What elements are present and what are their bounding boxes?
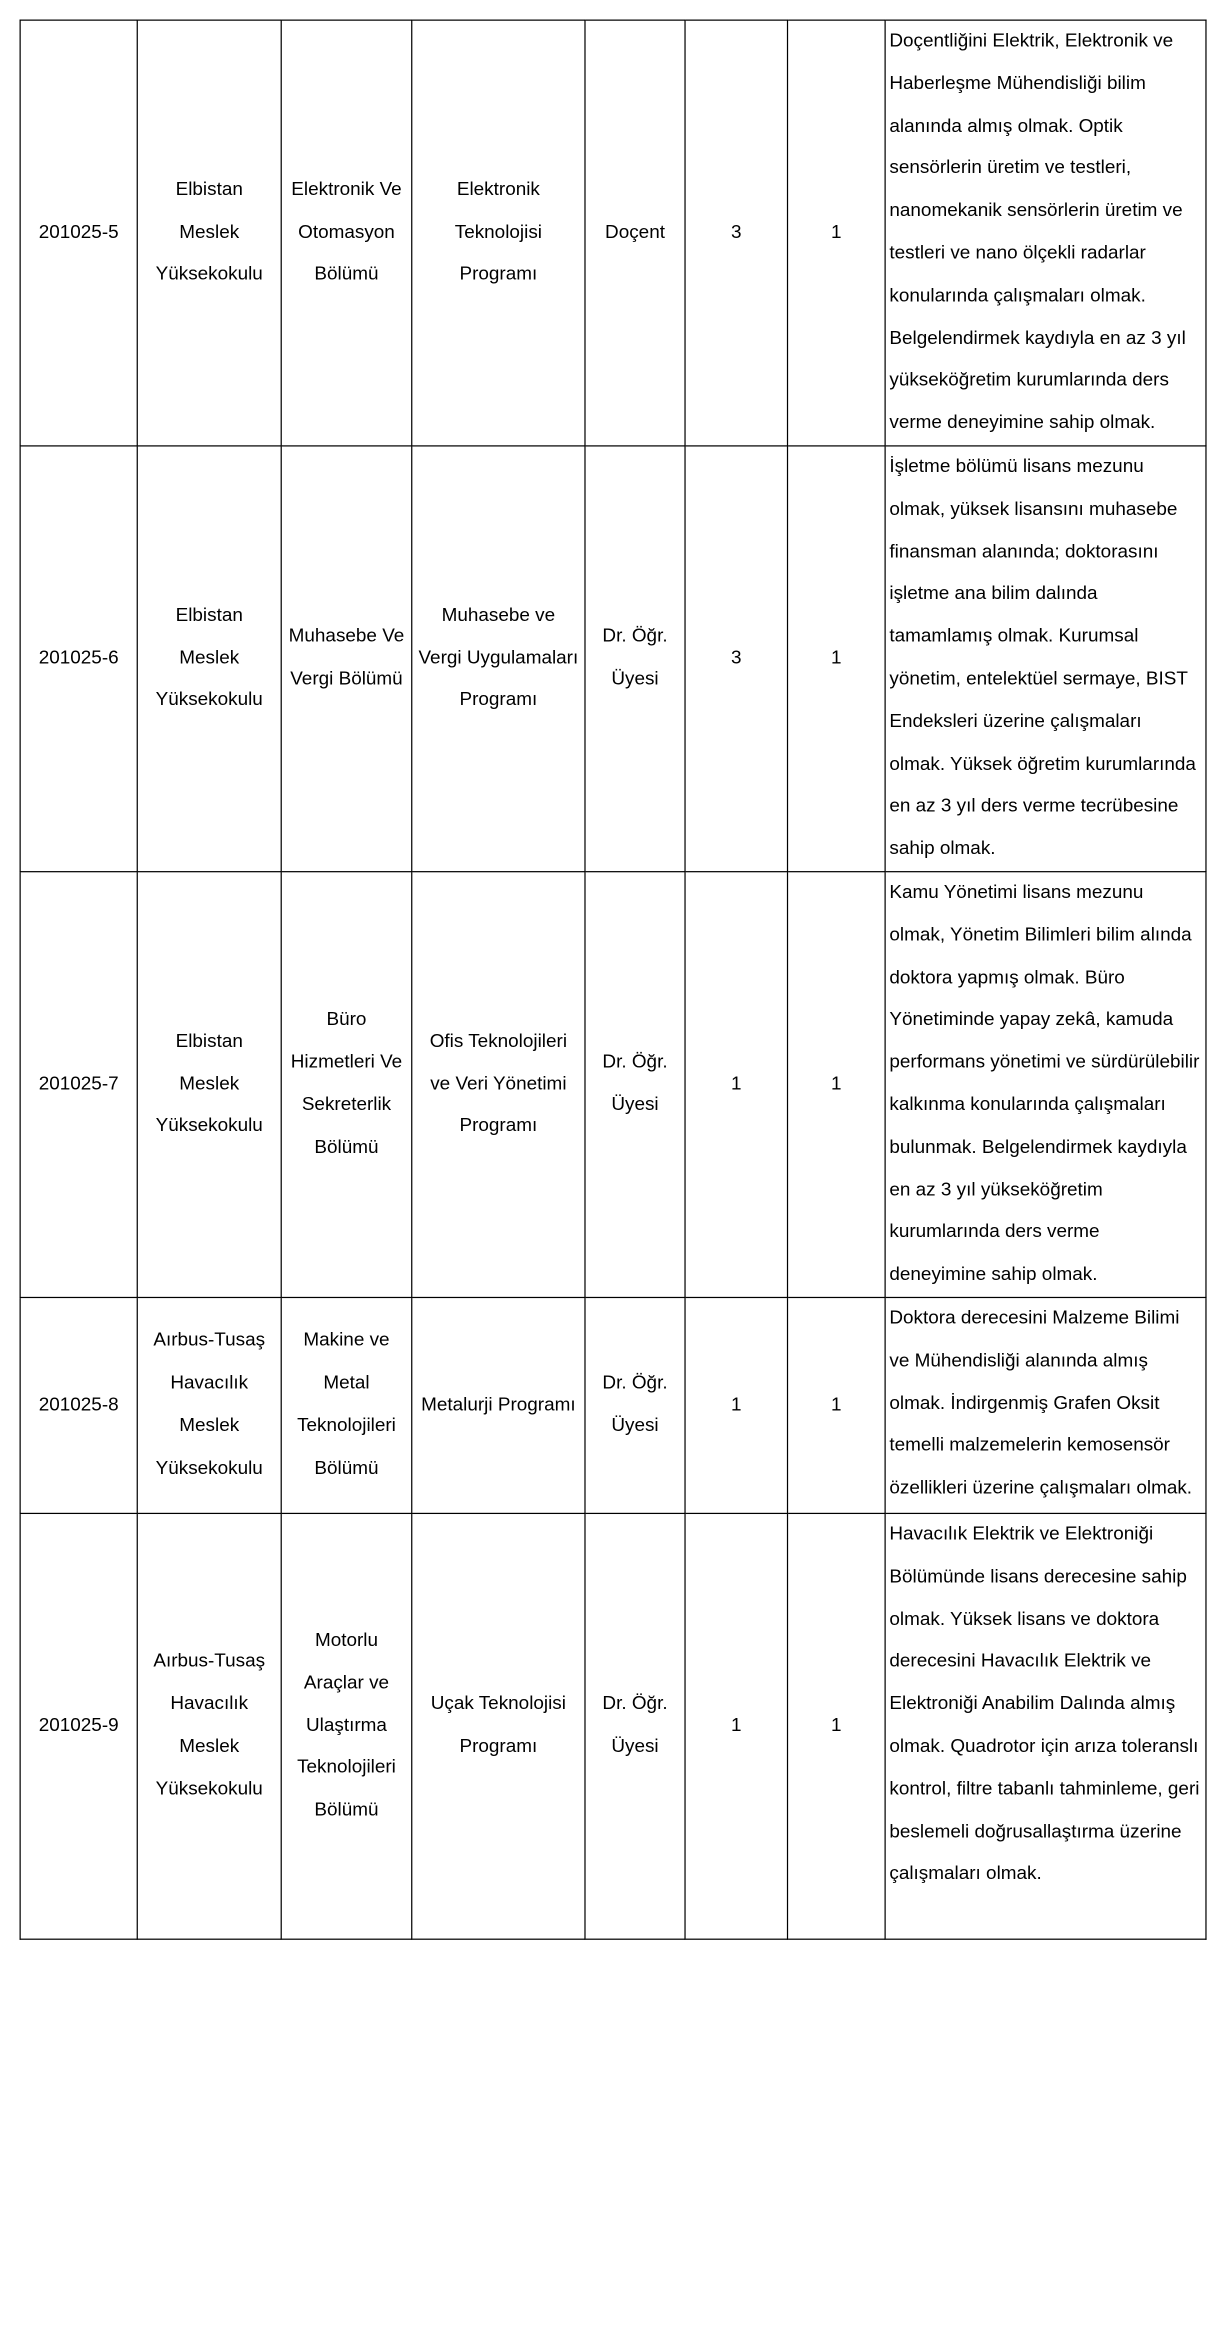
requirements-cell-line: sensörlerin üretim ve testleri,: [889, 157, 1132, 179]
title-cell: [585, 20, 685, 446]
program-cell-line: Elektronik: [456, 179, 540, 200]
program-cell-line: Programı: [459, 263, 538, 285]
title-cell-line: Dr. Öğr.: [602, 626, 668, 647]
unit-cell-line: Elbistan: [175, 604, 243, 626]
title-cell: [585, 872, 685, 1298]
unit-cell-line: Yüksekokulu: [155, 1457, 263, 1479]
requirements-cell-line: kurumlarında ders verme: [889, 1221, 1100, 1243]
department-cell-line: Araçlar ve: [303, 1672, 390, 1694]
unit-cell: [137, 20, 281, 446]
requirements-cell-line: konularında çalışmaları olmak.: [889, 285, 1146, 306]
requirements-cell: [885, 20, 1206, 446]
title-cell-line: Doçent: [605, 221, 665, 243]
rank-cell: 1: [685, 1297, 787, 1513]
requirements-cell: [885, 1297, 1206, 1513]
unit-cell-line: Yüksekokulu: [155, 1778, 263, 1800]
count-cell: 1: [788, 1297, 886, 1513]
requirements-cell-line: olmak. Quadrotor için arıza toleranslı: [889, 1736, 1199, 1757]
requirements-cell-line: temelli malzemelerin kemosensör: [889, 1435, 1170, 1456]
unit-cell-line: Elbistan: [175, 1030, 243, 1052]
requirements-cell-line: olmak. İndirgenmiş Grafen Oksit: [889, 1392, 1160, 1414]
unit-cell: [137, 1513, 281, 1939]
department-cell-line: Bölümü: [314, 263, 379, 285]
requirements-cell-line: Endeksleri üzerine çalışmaları: [889, 710, 1142, 732]
unit-cell-line: Yüksekokulu: [155, 1115, 263, 1137]
table-row: [20, 446, 1206, 872]
department-cell-line: Metal: [323, 1372, 370, 1394]
department-cell-line: Muhasebe Ve: [288, 626, 405, 647]
program-cell-line: Metalurji Programı: [421, 1393, 576, 1415]
program-cell-line: Uçak Teknolojisi: [430, 1693, 566, 1715]
requirements-cell-line: olmak. Yüksek lisans ve doktora: [889, 1608, 1160, 1630]
requirements-cell-line: kontrol, filtre tabanlı tahminleme, geri: [889, 1778, 1200, 1800]
title-cell: [585, 1297, 685, 1513]
requirements-cell-line: finansman alanında; doktorasını: [889, 541, 1159, 562]
department-cell: [281, 20, 412, 446]
requirements-cell-line: işletme ana bilim dalında: [889, 583, 1098, 605]
requirements-cell-line: Havacılık Elektrik ve Elektroniği: [889, 1523, 1154, 1545]
table-row: [20, 20, 1206, 446]
department-cell-line: Bölümü: [314, 1457, 379, 1479]
department-cell-line: Teknolojileri: [297, 1415, 396, 1436]
unit-cell: [137, 872, 281, 1298]
title-cell-line: Üyesi: [611, 668, 659, 690]
title-cell-line: Üyesi: [611, 1094, 659, 1116]
unit-cell-line: Elbistan: [175, 179, 243, 200]
requirements-cell-line: nanomekanik sensörlerin üretim ve: [889, 200, 1183, 222]
title-cell-line: Üyesi: [611, 1736, 659, 1757]
department-cell-line: Ulaştırma: [306, 1714, 387, 1736]
count-cell: 1: [788, 446, 886, 872]
count-cell: 1: [788, 20, 886, 446]
requirements-cell-line: Belgelendirmek kaydıyla en az 3 yıl: [889, 327, 1186, 349]
requirements-cell-line: İşletme bölümü lisans mezunu: [889, 456, 1144, 477]
unit-cell-line: Meslek: [179, 1073, 240, 1094]
position-code-cell: 201025-5: [20, 20, 137, 446]
department-cell-line: Makine ve: [303, 1330, 390, 1351]
rank-cell: 1: [685, 1513, 787, 1939]
department-cell: [281, 1297, 412, 1513]
requirements-cell-line: ve Mühendisliği alanında almış: [889, 1350, 1148, 1371]
requirements-cell-line: beslemeli doğrusallaştırma üzerine: [889, 1820, 1182, 1842]
table-body: [20, 20, 1206, 1939]
program-cell-line: Programı: [459, 1736, 538, 1757]
requirements-cell-line: Bölümünde lisans derecesine sahip: [889, 1566, 1187, 1587]
requirements-cell-line: Yönetiminde yapay zekâ, kamuda: [889, 1009, 1174, 1031]
department-cell-line: Sekreterlik: [301, 1094, 392, 1116]
requirements-cell-line: Haberleşme Mühendisliği bilim: [889, 72, 1146, 94]
requirements-cell-line: doktora yapmış olmak. Büro: [889, 966, 1125, 988]
department-cell-line: Teknolojileri: [297, 1757, 396, 1778]
requirements-cell-line: olmak. Yüksek öğretim kurumlarında: [889, 753, 1196, 775]
unit-cell-line: Havacılık: [170, 1693, 249, 1715]
program-cell: [412, 20, 585, 446]
requirements-cell-line: olmak, yüksek lisansını muhasebe: [889, 498, 1178, 520]
position-code-cell: 201025-7: [20, 872, 137, 1298]
requirements-cell-line: özellikleri üzerine çalışmaları olmak.: [889, 1477, 1193, 1499]
department-cell-line: Bölümü: [314, 1136, 379, 1158]
department-cell: [281, 872, 412, 1298]
requirements-cell: [885, 446, 1206, 872]
program-cell: [412, 1297, 585, 1513]
unit-cell-line: Aırbus-Tusaş: [153, 1330, 266, 1351]
position-code-cell: 201025-9: [20, 1513, 137, 1939]
department-cell: [281, 446, 412, 872]
unit-cell: [137, 446, 281, 872]
requirements-cell-line: yükseköğretim kurumlarında ders: [889, 370, 1169, 391]
requirements-cell-line: kalkınma konularında çalışmaları: [889, 1094, 1166, 1116]
requirements-cell-line: performans yönetimi ve sürdürülebilir: [889, 1051, 1200, 1073]
count-cell: 1: [788, 1513, 886, 1939]
unit-cell-line: Yüksekokulu: [155, 689, 263, 711]
unit-cell-line: Havacılık: [170, 1372, 249, 1394]
position-code-cell: 201025-6: [20, 446, 137, 872]
unit-cell-line: Meslek: [179, 221, 240, 243]
table-row: [20, 1297, 1206, 1513]
requirements-cell-line: Doktora derecesini Malzeme Bilimi: [889, 1307, 1180, 1329]
program-cell-line: Programı: [459, 1115, 538, 1137]
position-code-cell: 201025-8: [20, 1297, 137, 1513]
rank-cell: 1: [685, 872, 787, 1298]
unit-cell-line: Meslek: [179, 647, 240, 669]
title-cell: [585, 446, 685, 872]
program-cell: [412, 1513, 585, 1939]
unit-cell-line: Meslek: [179, 1736, 240, 1757]
title-cell: [585, 1513, 685, 1939]
requirements-cell-line: bulunmak. Belgelendirmek kaydıyla: [889, 1136, 1187, 1158]
requirements-cell-line: testleri ve nano ölçekli radarlar: [889, 242, 1146, 264]
rank-cell: 3: [685, 446, 787, 872]
program-cell-line: ve Veri Yönetimi: [430, 1073, 567, 1094]
department-cell-line: Otomasyon: [298, 221, 395, 243]
requirements-cell-line: Elektroniği Anabilim Dalında almış: [889, 1693, 1176, 1715]
requirements-cell-line: Kamu Yönetimi lisans mezunu: [889, 882, 1144, 903]
rank-cell: 3: [685, 20, 787, 446]
department-cell-line: Bölümü: [314, 1799, 379, 1821]
department-cell-line: Hizmetleri Ve: [290, 1051, 403, 1073]
requirements-cell-line: deneyimine sahip olmak.: [889, 1264, 1098, 1285]
requirements-cell-line: sahip olmak.: [889, 838, 996, 860]
title-cell-line: Dr. Öğr.: [602, 1372, 668, 1394]
program-cell-line: Teknolojisi: [454, 221, 542, 243]
requirements-cell-line: verme deneyimine sahip olmak.: [889, 412, 1156, 434]
requirements-cell-line: Doçentliğini Elektrik, Elektronik ve: [889, 30, 1174, 52]
unit-cell-line: Meslek: [179, 1415, 240, 1436]
unit-cell-line: Aırbus-Tusaş: [153, 1651, 266, 1672]
requirements-cell-line: en az 3 yıl ders verme tecrübesine: [889, 795, 1179, 817]
count-cell: 1: [788, 872, 886, 1298]
table-row: [20, 1513, 1206, 1939]
requirements-cell-line: çalışmaları olmak.: [889, 1863, 1042, 1885]
department-cell-line: Motorlu: [314, 1629, 379, 1651]
requirements-cell-line: en az 3 yıl yükseköğretim: [889, 1179, 1103, 1200]
title-cell-line: Üyesi: [611, 1415, 659, 1436]
program-cell: [412, 446, 585, 872]
requirements-cell-line: olmak, Yönetim Bilimleri bilim alında: [889, 924, 1192, 946]
program-cell-line: Vergi Uygulamaları: [418, 647, 579, 669]
requirements-cell-line: alanında almış olmak. Optik: [889, 115, 1123, 137]
department-cell-line: Büro: [326, 1009, 367, 1031]
program-cell-line: Programı: [459, 689, 538, 711]
department-cell-line: Vergi Bölümü: [290, 668, 403, 690]
requirements-cell: [885, 872, 1206, 1298]
program-cell: [412, 872, 585, 1298]
unit-cell-line: Yüksekokulu: [155, 263, 263, 285]
requirements-cell-line: tamamlamış olmak. Kurumsal: [889, 626, 1139, 647]
title-cell-line: Dr. Öğr.: [602, 1693, 668, 1715]
position-table: [20, 20, 1207, 1940]
unit-cell: [137, 1297, 281, 1513]
program-cell-line: Muhasebe ve: [441, 604, 556, 626]
table-row: [20, 872, 1206, 1298]
department-cell: [281, 1513, 412, 1939]
department-cell-line: Elektronik Ve: [291, 179, 402, 200]
requirements-cell-line: yönetim, entelektüel sermaye, BIST: [889, 668, 1188, 690]
title-cell-line: Dr. Öğr.: [602, 1051, 668, 1073]
requirements-cell: [885, 1513, 1206, 1939]
requirements-cell-line: derecesini Havacılık Elektrik ve: [889, 1651, 1152, 1672]
program-cell-line: Ofis Teknolojileri: [429, 1030, 568, 1052]
